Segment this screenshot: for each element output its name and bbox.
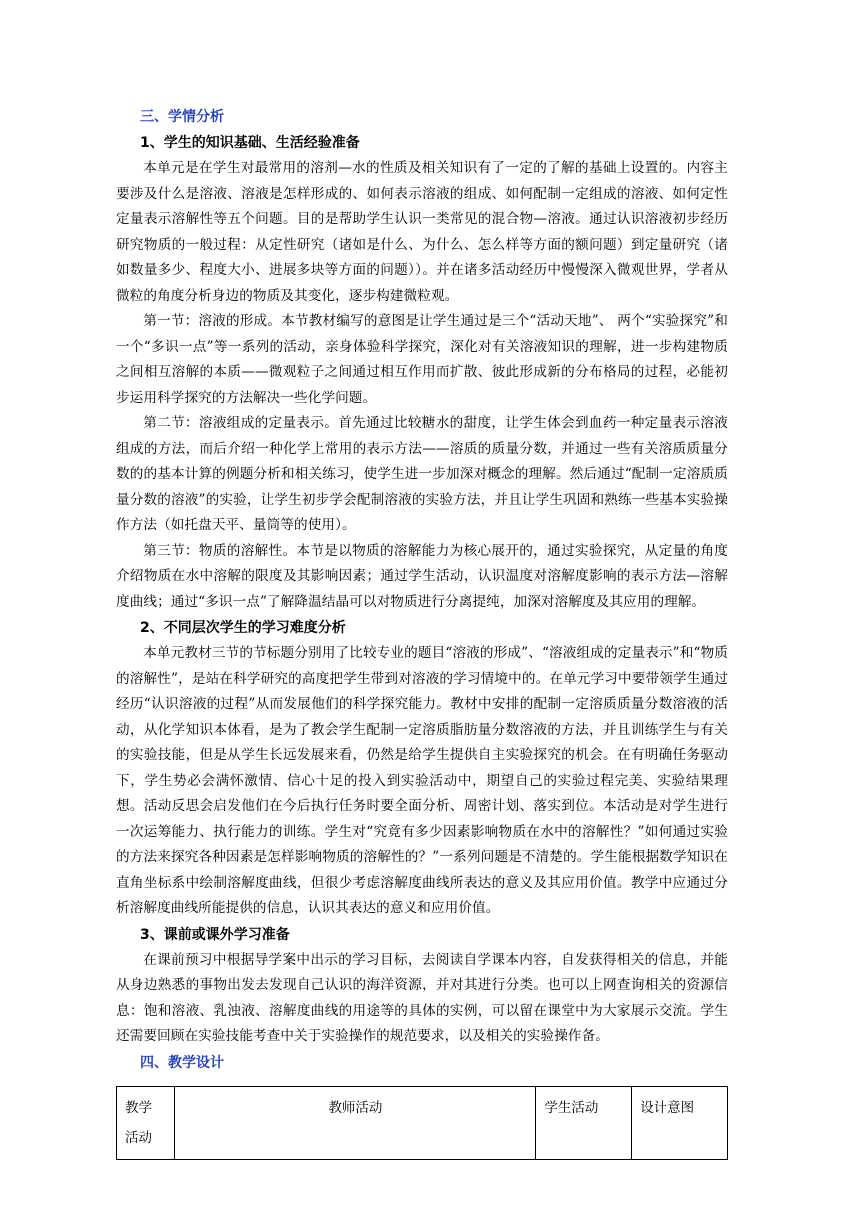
teaching-design-table	[116, 1086, 728, 1160]
paragraph-preparation: 在课前预习中根据导学案中出示的学习目标，去阅读自学课本内容，自发获得相关的信息，并能从身边熟悉的事物出发去发现自己认识的海洋资源，并对其进行分类。也可以上网查询相关的资源信息：饱和溶液、乳浊液、溶解度曲线的用途等的具体的实例，可以留在课堂中为大家展示交流。学生还需要回顾在实验技能考查中关于实验操作的规范要求，以及相关的实验操作备。	[116, 951, 728, 1044]
paragraph-section-3: 第三节：物质的溶解性。本节是以物质的溶解能力为核心展开的，通过实验探究，从定量的角度介绍物质在水中溶解的限度及其影响因素；通过学生活动，认识温度对溶解度影响的表示方法—溶解度曲线；通过“多识一点”了解降温结晶可以对物质进行分离提纯，加深对溶解度及其应用的理解。	[116, 542, 728, 610]
subheading-preparation: 3、课前或课外学习准备	[140, 926, 290, 943]
header-teaching-activity-line1: 教学	[125, 1099, 152, 1116]
paragraph-unit-overview: 本单元是在学生对最常用的溶剂—水的性质及相关知识有了一定的了解的基础上设置的。内容主要涉及什么是溶液、溶液是怎样形成的、如何表示溶液的组成、如何配制一定组成的溶液、如何定性定量表示溶解性等五个问题。目的是帮助学生认识一类常见的混合物—溶液。通过认识溶液初步经历研究物质的一般过程：从定性研究（诸如是什么、为什么、怎么样等方面的额问题）到定量研究（诸如数量多少、程度大小、进展多块等方面的问题））。并在诸多活动经历中慢慢深入微观世界，学者从微粒的角度分析身边的物质及其变化，逐步构建微粒观。	[116, 160, 728, 304]
paragraph-section-1: 第一节：溶液的形成。本节教材编写的意图是让学生通过是三个“活动天地”、 两个“实验探究”和一个“多识一点”等一系列的活动，亲身体验科学探究，深化对有关溶液知识的理解，进一步构建物质之间相互溶解的本质——微观粒子之间通过相互作用而扩散、彼此形成新的分布格局的过程，必能初步运用科学探究的方法解决一些化学问题。	[116, 313, 728, 406]
section-3-heading: 三、学情分析	[140, 109, 224, 125]
subheading-difficulty-analysis: 2、不同层次学生的学习难度分析	[140, 620, 346, 636]
header-student-activity: 学生活动	[536, 1086, 632, 1159]
document-page	[116, 104, 728, 1160]
section-4-heading: 四、教学设计	[140, 1054, 224, 1071]
paragraph-difficulty-analysis: 本单元教材三节的节标题分别用了比较专业的题目“溶液的形成”、“溶液组成的定量表示”和“物质的溶解性”，是站在科学研究的高度把学生带到对溶液的学习情境中的。在单元学习中要带领学生通过经历“认识溶液的过程”从而发展他们的科学探究能力。教材中安排的配制一定溶质质量分数溶液的活动，从化学知识本体看，是为了教会学生配制一定溶质脂肪量分数溶液的方法，并且训练学生与有关的实验技能，但是从学生长远发展来看，仍然是给学生提供自主实验探究的机会。在有明确任务驱动下，学生势必会满怀激情、信心十足的投入到实验活动中，期望自己的实验过程完美、实验结果理想。活动反思会启发他们在今后执行任务时要全面分析、周密计划、落实到位。本活动是对学生进行一次运筹能力、执行能力的训练。学生对“究竟有多少因素影响物质在水中的溶解性？”如何通过实验的方法来探究各种因素是怎样影响物质的溶解性的？”一系列问题是不清楚的。学生能根据数学知识在直角坐标系中绘制溶解度曲线，但很少考虑溶解度曲线所表达的意义及其应用价值。教学中应通过分析溶解度曲线所能提供的信息，认识其表达的意义和应用价值。	[116, 645, 728, 916]
header-teaching-activity-line2: 活动	[125, 1129, 152, 1146]
paragraph-section-2: 第二节：溶液组成的定量表示。首先通过比较糖水的甜度，让学生体会到血药一种定量表示溶液组成的方法，而后介绍一种化学上常用的表示方法——溶质的质量分数，并通过一些有关溶质质量分数的的基本计算的例题分析和相关练习，使学生进一步加深对概念的理解。然后通过“配制一定溶质质量分数的溶液”的实验，让学生初步学会配制溶液的实验方法，并且让学生巩固和熟练一些基本实验操作方法（如托盘天平、量筒等的使用）。	[116, 415, 728, 533]
header-design-intent: 设计意图	[632, 1086, 728, 1159]
header-teaching-activity	[117, 1086, 175, 1159]
header-teacher-activity: 教师活动	[175, 1086, 536, 1159]
table-header-row	[117, 1086, 728, 1159]
subheading-knowledge-basis: 1、学生的知识基础、生活经验准备	[140, 135, 360, 151]
